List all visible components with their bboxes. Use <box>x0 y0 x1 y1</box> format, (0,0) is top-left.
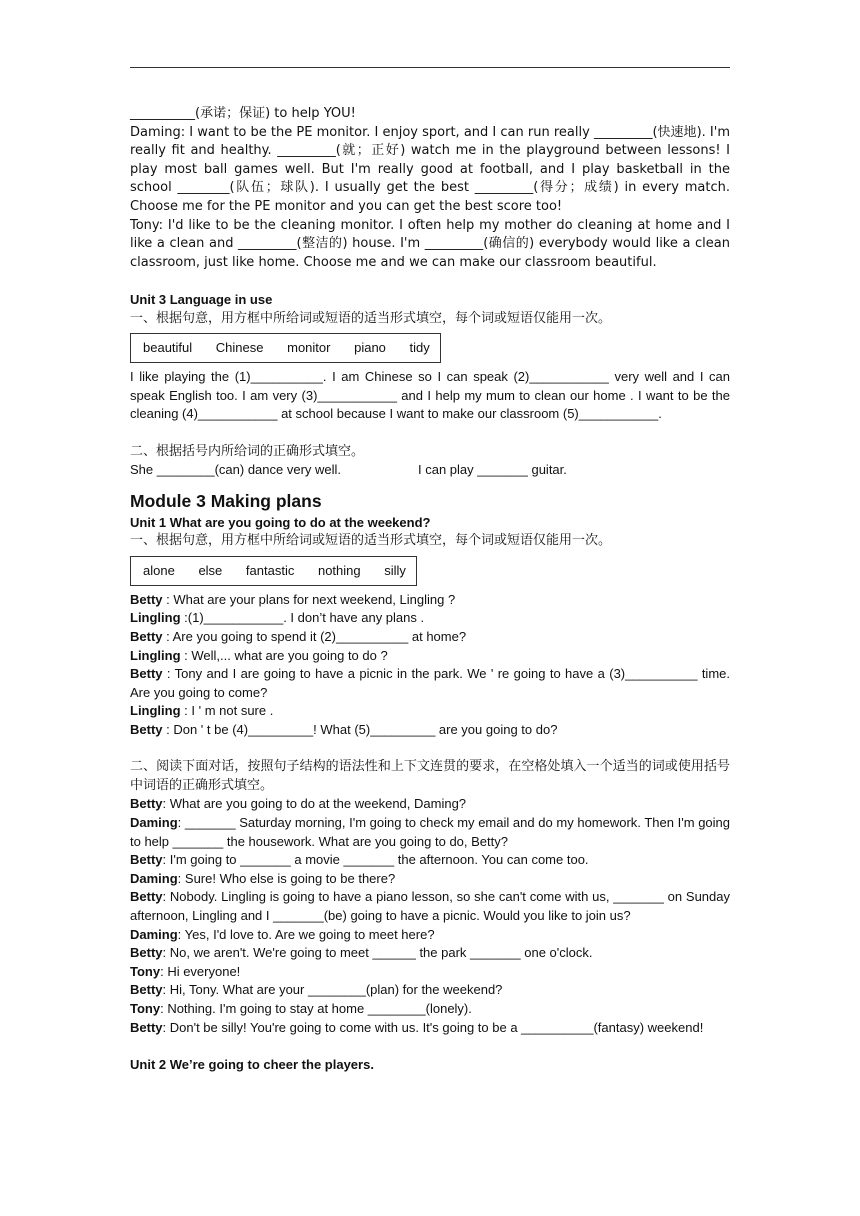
speaker: Daming <box>130 926 178 942</box>
dialog-line <box>130 647 730 666</box>
line-text: : I ' m not sure . <box>180 703 274 719</box>
line-text: : Tony and I are going to have a picnic in the park. We ' re going to have a (3)__________ time. Are you going to come? <box>130 666 730 700</box>
speaker: Betty <box>130 722 163 738</box>
header-rule <box>130 67 730 68</box>
speaker: Betty <box>130 889 163 905</box>
word-box-item: silly <box>384 562 406 578</box>
module3-unit1-title: Unit 1 What are you going to do at the weekend? <box>130 514 431 530</box>
line-text: : Nothing. I'm going to stay at home ________(lonely). <box>160 1000 472 1016</box>
unit3-instruction-1: 一、根据句意，用方框中所给词或短语的适当形式填空，每个词或短语仅能用一次。 <box>130 310 612 326</box>
dialog-line <box>130 665 730 702</box>
dialog-line <box>130 1000 730 1019</box>
line-text: : What are you going to do at the weekend, Daming? <box>162 796 467 812</box>
word-box-item: else <box>198 562 223 578</box>
paragraph-promise: __________(承诺；保证) to help YOU! <box>130 106 356 121</box>
line-text: :(1)___________. I don’t have any plans . <box>180 610 425 626</box>
dialog-line <box>130 926 730 945</box>
line-text: : Don ' t be (4)_________! What (5)_________ are you going to do? <box>162 722 558 738</box>
dialog-2 <box>130 795 730 1037</box>
line-text: : Hi everyone! <box>160 963 241 979</box>
speaker: Daming <box>130 870 178 886</box>
word-box-item: tidy <box>409 340 430 356</box>
line-text: : Nobody. Lingling is going to have a piano lesson, so she can't come with us, _______ on Sunday afternoon, Lingling and I _______(be) going to have a picnic. Would you like to join us? <box>130 889 730 923</box>
speaker: Tony <box>130 963 161 979</box>
speaker: Betty <box>130 852 163 868</box>
speaker: Daming <box>130 815 178 830</box>
line-text: : Well,... what are you going to do ? <box>180 647 388 663</box>
paragraph-daming: Daming: I want to be the PE monitor. I enjoy sport, and I can run really _________(快速地). I'm really fit and healthy. _________(就；正好) watch me in the playground between lessons! I play most ball games well. But I'm really good at football, and I play basketball in the school ________(队伍；球队). I usually get the best _________(得分；成绩) in every match. Choose me for the PE monitor and you can get the best score too! <box>130 124 730 214</box>
word-box-item: nothing <box>317 562 361 578</box>
word-box-item: alone <box>143 562 175 578</box>
line-text: : Are you going to spend it (2)__________ at home? <box>162 629 467 645</box>
module3-unit1-instruction-2: 二、阅读下面对话，按照句子结构的语法性和上下文连贯的要求，在空格处填入一个适当的词或使用括号中词语的正确形式填空。 <box>130 759 730 793</box>
unit3-title: Unit 3 Language in use <box>130 291 273 307</box>
speaker: Betty <box>130 1019 163 1035</box>
speaker: Betty <box>130 666 163 682</box>
dialog-line <box>130 628 730 647</box>
unit3-instruction-2: 二、根据括号内所给词的正确形式填空。 <box>130 443 365 459</box>
speaker: Betty <box>130 945 163 961</box>
line-text: : No, we aren't. We're going to meet ______ the park _______ one o'clock. <box>162 945 593 961</box>
unit3-questions <box>130 461 730 480</box>
dialog-line <box>130 814 730 851</box>
word-box-item: fantastic <box>245 562 295 578</box>
speaker: Betty <box>130 629 163 645</box>
module3-unit1-instruction-1: 一、根据句意，用方框中所给词或短语的适当形式填空，每个词或短语仅能用一次。 <box>130 533 612 549</box>
dialog-line <box>130 702 730 721</box>
dialog-line <box>130 870 730 889</box>
line-text: : I'm going to _______ a movie _______ the afternoon. You can come too. <box>162 852 589 868</box>
module3-unit2-title: Unit 2 We’re going to cheer the players. <box>130 1056 374 1072</box>
speaker: Betty <box>130 591 163 607</box>
dialog-line <box>130 591 730 610</box>
line-text: : Hi, Tony. What are your ________(plan) for the weekend? <box>162 982 503 998</box>
line-text: : What are your plans for next weekend, Lingling ? <box>162 591 456 607</box>
dialog-line <box>130 721 730 740</box>
speaker: Lingling <box>130 703 181 719</box>
dialog-line <box>130 888 730 925</box>
module3-title: Module 3 Making plans <box>130 490 322 511</box>
question-1: She ________(can) dance very well. <box>130 462 342 478</box>
dialog-line <box>130 795 730 814</box>
word-box-item: monitor <box>287 340 331 356</box>
speaker: Betty <box>130 796 163 812</box>
dialog-line <box>130 1019 730 1038</box>
module3-word-box <box>130 556 417 586</box>
word-box-item: piano <box>354 340 386 356</box>
word-box-item: Chinese <box>215 340 264 356</box>
speaker: Lingling <box>130 610 181 626</box>
dialog-line <box>130 981 730 1000</box>
line-text: : Yes, I'd love to. Are we going to meet here? <box>177 926 435 942</box>
dialog-line <box>130 851 730 870</box>
line-text: : Don't be silly! You're going to come with us. It's going to be a __________(fantasy) weekend! <box>162 1019 704 1035</box>
speaker: Lingling <box>130 647 181 663</box>
speaker: Betty <box>130 982 163 998</box>
speaker: Tony <box>130 1000 161 1016</box>
unit3-word-box <box>130 333 441 363</box>
word-box-item: beautiful <box>143 340 193 356</box>
line-text: : _______ Saturday morning, I'm going to check my email and do my homework. Then I'm going to help _______ the housework. What are you going to do, Betty? <box>130 815 730 849</box>
dialog-1 <box>130 591 730 740</box>
question-2: I can play _______ guitar. <box>418 462 567 478</box>
dialog-line <box>130 963 730 982</box>
line-text: : Sure! Who else is going to be there? <box>177 870 396 886</box>
paragraph-tony: Tony: I'd like to be the cleaning monitor. I often help my mother do cleaning at home and I like a clean and _________(整洁的) house. I'm _________(确信的) everybody would like a clean classroom, just like home. Choose me and we can make our classroom beautiful. <box>130 217 730 270</box>
document-body <box>130 105 730 1074</box>
dialog-line <box>130 944 730 963</box>
dialog-line <box>130 609 730 628</box>
unit3-passage: I like playing the (1)__________. I am Chinese so I can speak (2)___________ very well and I can speak English too. I am very (3)___________ and I help my mum to clean our home . I want to be the cleaning (4)___________ at school because I want to make our classroom (5)___________. <box>130 369 730 422</box>
